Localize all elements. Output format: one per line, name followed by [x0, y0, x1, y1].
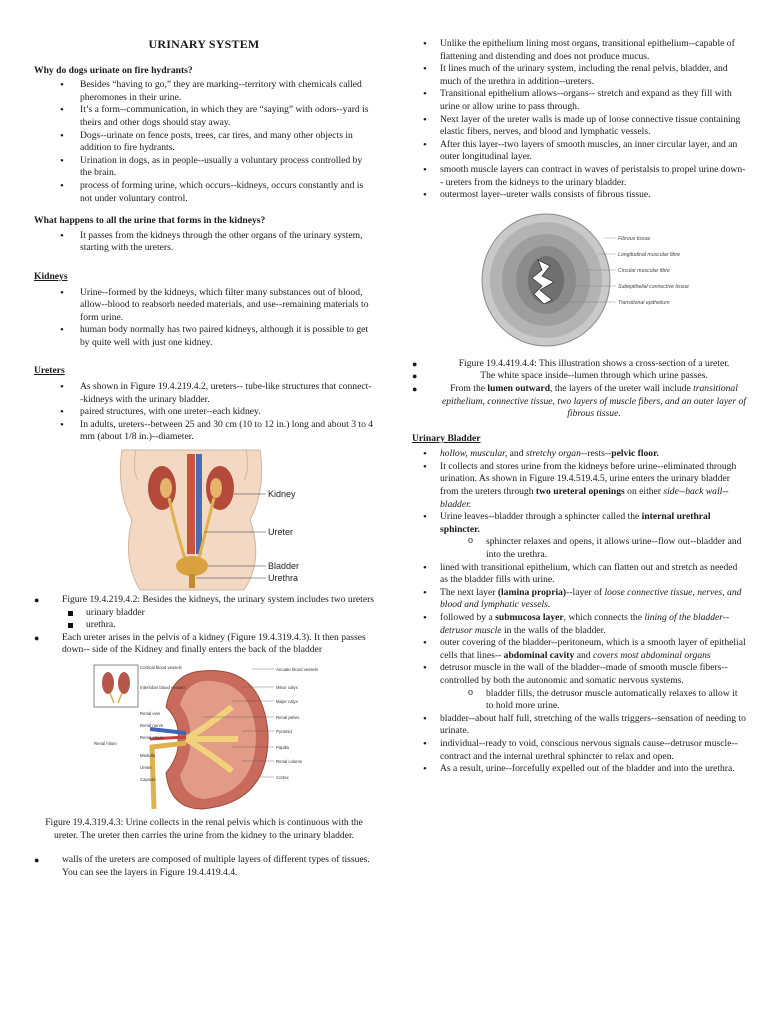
bl-rests: --rests-- — [580, 448, 612, 460]
label-renal-hilum: Renal hilum — [94, 741, 117, 746]
bl-followed: followed by a — [440, 612, 496, 623]
list-item: • As a result, urine--forcefully expelled out of the bladder and into the urethra. — [412, 763, 746, 776]
list-item: • Urine--formed by the kidneys, which filter many substances out of blood, allow--blood to reabsorb needed materials, and use--remaining materials to form urine. — [34, 287, 374, 325]
ureter-cross-section-illustration — [478, 210, 689, 350]
list-item: • detrusor muscle in the wall of the bladder--made of smooth muscle fibers--controlled by both the autonomic and somatic nervous systems. — [412, 662, 746, 687]
bl-ureteral-openings: two ureteral openings — [535, 486, 625, 498]
list-item: • After this layer--two layers of smooth muscles, an inner circular layer, and an outer longitudinal layer. — [412, 139, 746, 164]
label-circular-fibre: Circular muscular fibre — [618, 267, 670, 274]
list-item: • Unlike the epithelium lining most organs, transitional epithelium--capable of flattening and distending and does not produce mucus. — [412, 38, 746, 63]
list-item: • Besides “having to go,” they are marking--territory with chemicals called pheromones in their urine. — [34, 79, 374, 104]
lumen-outward-a: From the — [450, 382, 488, 394]
question-urine-kidneys: What happens to all the urine that forms in the kidneys? — [34, 215, 266, 227]
list-item — [412, 637, 746, 662]
label-minor-calyx: Minor calyx — [276, 685, 298, 690]
ureter-arises-text: ● Each ureter arises in the pelvis of a kidney (Figure 19.4.319.4.3). It then passes down-- side of the Kidney and finally enters the back of the bladder — [34, 632, 374, 657]
list-item: o sphincter relaxes and opens, it allows urine--flow out--bladder and into the urethra. — [412, 536, 746, 561]
label-pyramid: Pyramid — [276, 729, 292, 734]
list-item — [412, 448, 746, 461]
urinary-system-figure — [114, 450, 304, 590]
list-item: • As shown in Figure 19.4.219.4.2, ureters-- tube-like structures that connect--kidneys with the urinary bladder. — [34, 381, 374, 406]
list-item — [412, 612, 746, 637]
lumen-outward-text — [412, 383, 746, 421]
list-item: • Transitional epithelium allows--organs-- stretch and expand as they fill with urine or allow urine to pass through. — [412, 88, 746, 113]
list-item: • process of forming urine, which occurs--kidneys, occurs constantly and is not under voluntary control. — [34, 180, 374, 205]
figure-2-caption: Figure 19.4.319.4.3: Urine collects in the renal pelvis which is continuous with the ureter. The ureter then carries the urine from the kidney to the urinary bladder. — [45, 817, 363, 841]
lumen-outward-c: , the layers of the ureter wall include — [550, 382, 694, 394]
bl-connects: , which connects the — [563, 612, 645, 623]
list-item: • In adults, ureters--between 25 and 30 cm (10 to 12 in.) long and about 3 to 4 mm (about 1/8 in.)--diameter. — [34, 419, 374, 444]
bl-stretchy: stretchy organ — [525, 448, 581, 460]
kidney-illustration — [92, 663, 332, 813]
label-bladder: Bladder — [268, 561, 300, 572]
ureter-walls-text: ● walls of the ureters are composed of multiple layers of different types of tissues. You can see the layers in Figure 19.4.419.4.4. — [34, 854, 374, 879]
list-item: urethra. — [34, 619, 374, 632]
bl-next-layer: The next layer — [440, 586, 498, 598]
label-renal-vein: Renal vein — [140, 711, 161, 716]
bl-lamina-propria: (lamina propria) — [497, 586, 567, 598]
label-ureter: Ureter — [268, 527, 294, 538]
list-item: • paired structures, with one ureter--each kidney. — [34, 406, 374, 419]
kidney-cross-section-figure — [92, 663, 332, 813]
label-renal-pelvis: Renal pelvis — [276, 715, 300, 720]
bl-walls: in the walls of the bladder. — [501, 624, 606, 636]
bl-submucosa: submucosa layer — [495, 612, 564, 623]
urinary-system-illustration — [114, 450, 304, 590]
label-arcuate-vessels: Arcuate blood vessels — [276, 667, 319, 672]
label-transitional-epithelium: Transitional epithelium — [618, 299, 670, 306]
list-item: • outermost layer--ureter walls consists of fibrous tissue. — [412, 189, 746, 202]
urine-path-list — [34, 230, 374, 255]
ureter-cross-section-figure — [478, 210, 689, 350]
list-item — [412, 461, 746, 511]
label-medulla: Medulla — [140, 753, 156, 758]
bl-urine-leaves: Urine leaves--bladder through a sphincter called the — [440, 511, 642, 523]
ureters-list — [34, 381, 374, 444]
label-cortex: Cortex — [276, 775, 289, 780]
bl-detrusor-lining: lining of the bladder--detrusor muscle — [440, 612, 730, 636]
bl-outer-covering: outer covering of the bladder--peritoneum, which is a smooth layer of epithelial cells that lines-- — [440, 637, 746, 661]
kidneys-list — [34, 287, 374, 350]
right-column — [412, 0, 746, 776]
list-item: • It lines much of the urinary system, including the renal pelvis, bladder, and much of the urethra in addition--ureters. — [412, 63, 746, 88]
label-ureter-left: Ureter — [140, 765, 152, 770]
list-item: • lined with transitional epithelium, which can flatten out and stretch as needed as the bladder fills with urine. — [412, 562, 746, 587]
lumen-outward-b: lumen outward — [487, 382, 551, 394]
list-item: o bladder fills, the detrusor muscle automatically relaxes to allow it to hold more urine. — [412, 688, 746, 713]
kidneys-heading: Kidneys — [34, 270, 68, 282]
label-renal-nerve: Renal nerve — [140, 723, 164, 728]
ureters-heading: Ureters — [34, 365, 65, 377]
list-item: • Dogs--urinate on fence posts, trees, car tires, and many other objects in addition to fire hydrants. — [34, 130, 374, 155]
figure-3-caption: ● Figure 19.4.419.4.4: This illustration shows a cross-section of a ureter. — [412, 358, 746, 371]
label-interlobar-vessels: Interlobar blood vessels — [140, 685, 186, 690]
list-item: • individual--ready to void, conscious nervous signals cause--detrusor muscle--contract and the internal urethral sphincter to relax and open. — [412, 738, 746, 763]
bl-covers-organs: covers most abdominal organs — [592, 649, 711, 661]
list-item: • It’s a form--communication, in which they are “saying” with odors--yard is theirs and other dogs should stay away. — [34, 104, 374, 129]
bl-layer-of: --layer of — [566, 586, 605, 598]
label-renal-column: Renal column — [276, 759, 303, 764]
question-fire-hydrants: Why do dogs urinate on fire hydrants? — [34, 64, 193, 76]
bl-abdominal-cavity: abdominal cavity — [503, 649, 575, 661]
left-column — [34, 0, 374, 879]
list-item — [412, 511, 746, 536]
label-major-calyx: Major calyx — [276, 699, 298, 704]
list-item: • human body normally has two paired kidneys, although it is possible to get by quite well with just one kidney. — [34, 324, 374, 349]
label-papilla: Papilla — [276, 745, 289, 750]
label-subepithelial-tissue: Subepithelial connective tissue — [618, 283, 689, 290]
label-longitudinal-fibre: Longitudinal muscular fibre — [618, 251, 680, 258]
bl-hollow: hollow, muscular, — [440, 448, 508, 460]
bladder-list — [412, 448, 746, 775]
label-fibrous-tissue: Fibrous tissue — [618, 235, 651, 242]
bl-loose-tissue: loose connective tissue, nerves, and blood and lymphatic vessels. — [440, 586, 742, 611]
bl-pelvic-floor: pelvic floor. — [611, 448, 659, 460]
page-title: URINARY SYSTEM — [148, 37, 260, 51]
urinary-bladder-heading: Urinary Bladder — [412, 432, 481, 444]
ureter-tissue-list — [412, 38, 746, 202]
list-item: urinary bladder — [34, 607, 374, 620]
list-item — [412, 587, 746, 612]
label-capsule: Capsule — [140, 777, 156, 782]
label-kidney: Kidney — [268, 489, 296, 500]
label-renal-artery: Renal artery — [140, 735, 164, 740]
label-urethra: Urethra — [268, 573, 299, 584]
bl-and-2: and — [574, 649, 593, 661]
lumen-outward-d: transitional epithelium, connective tissue, two layers of muscle fibers, and an outer layer of fibrous tissue. — [442, 382, 747, 420]
list-item: • Urination in dogs, as in people--usually a voluntary process controlled by the brain. — [34, 155, 374, 180]
list-item: • bladder--about half full, stretching of the walls triggers--sensation of needing to urinate. — [412, 713, 746, 738]
lumen-text: ● The white space inside--lumen through which urine passes. — [412, 370, 746, 383]
list-item: • Next layer of the ureter walls is made up of loose connective tissue containing elastic fibers, nerves, and blood and lymphatic vessels. — [412, 114, 746, 139]
figure-1-sublist — [34, 607, 374, 632]
bl-and: and — [507, 448, 526, 460]
list-item: • It passes from the kidneys through the other organs of the urinary system, starting with the ureters. — [34, 230, 374, 255]
label-cortical-vessels: Cortical blood vessels — [140, 665, 182, 670]
bl-on-either: on either — [624, 486, 664, 498]
fire-hydrant-list — [34, 79, 374, 205]
bl-internal-sphincter: internal urethral sphincter. — [440, 511, 711, 535]
list-item: • smooth muscle layers can contract in waves of peristalsis to propel urine down-- ureters from the kidneys to the urinary bladder. — [412, 164, 746, 189]
figure-1-caption: ● Figure 19.4.219.4.2: Besides the kidneys, the urinary system includes two ureters — [34, 594, 374, 607]
bl-back-wall: side--back wall--bladder. — [440, 486, 729, 510]
bl-collects: It collects and stores urine from the kidneys before urine--eliminated through urination. As shown in Figure 19.4.519.4.5, urine enters the urinary bladder from the ureters through — [440, 460, 737, 498]
